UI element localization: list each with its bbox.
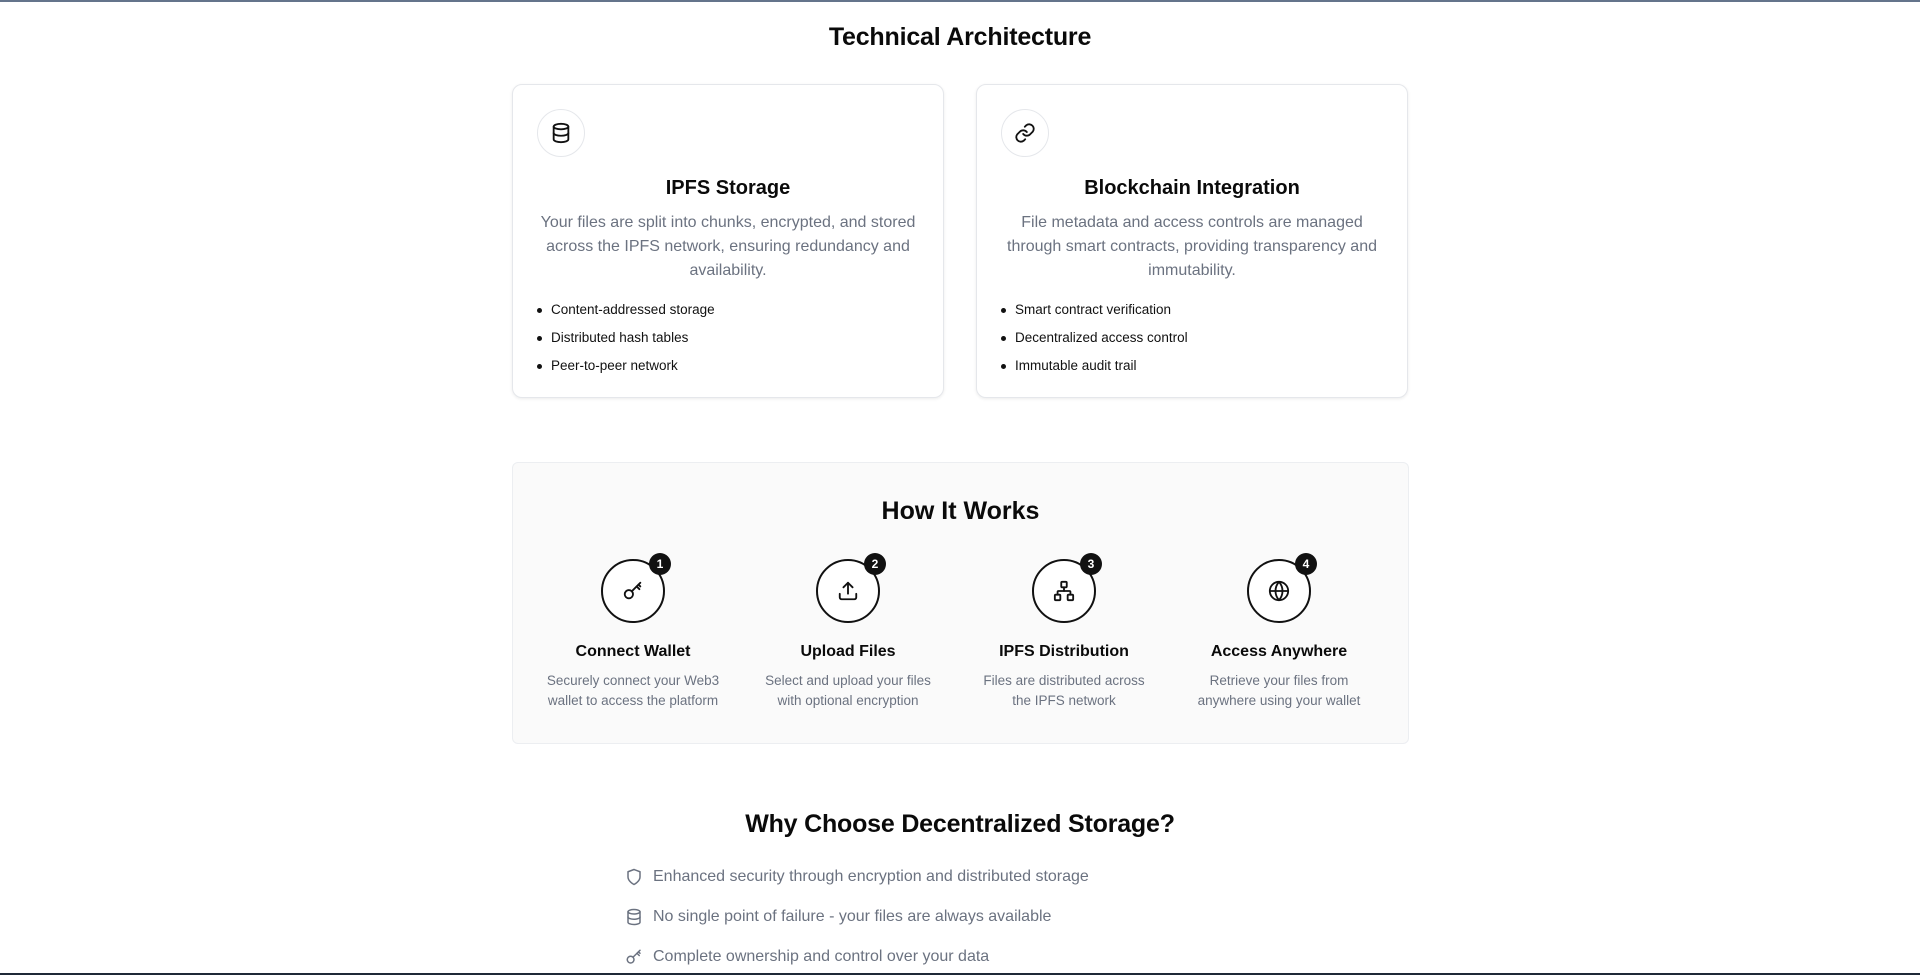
technical-architecture-title: Technical Architecture bbox=[828, 23, 1092, 51]
how-it-works-title: How It Works bbox=[881, 497, 1040, 525]
step-icon-circle bbox=[816, 559, 880, 623]
benefit-text: No single point of failure - your files are always available bbox=[653, 908, 1052, 925]
feature-list bbox=[1001, 296, 1188, 380]
card-title: Blockchain Integration bbox=[1084, 177, 1300, 199]
step-description: Files are distributed across the IPFS network bbox=[983, 673, 1145, 708]
card-description: Your files are split into chunks, encrypted, and stored across the IPFS network, ensuring redundancy and availability. bbox=[540, 214, 916, 279]
step-upload-files bbox=[748, 559, 948, 711]
step-title: IPFS Distribution bbox=[999, 643, 1129, 660]
database-icon bbox=[625, 908, 653, 926]
globe-icon bbox=[1268, 580, 1290, 602]
card-title: IPFS Storage bbox=[665, 177, 791, 199]
benefits-list bbox=[625, 857, 1089, 977]
step-title: Upload Files bbox=[800, 643, 896, 660]
ipfs-storage-card bbox=[512, 84, 944, 398]
step-number-badge: 2 bbox=[864, 553, 886, 575]
list-item: Distributed hash tables bbox=[537, 324, 715, 352]
key-icon bbox=[622, 580, 644, 602]
benefit-text: Enhanced security through encryption and distributed storage bbox=[653, 868, 1089, 885]
key-icon bbox=[625, 948, 653, 966]
list-item: Content-addressed storage bbox=[537, 296, 715, 324]
list-item bbox=[625, 857, 1089, 897]
list-item bbox=[625, 937, 1089, 977]
network-icon bbox=[1053, 580, 1075, 602]
step-access-anywhere bbox=[1179, 559, 1379, 711]
card-description: File metadata and access controls are managed through smart contracts, providing transparency and immutability. bbox=[1007, 214, 1377, 279]
step-connect-wallet bbox=[533, 559, 733, 711]
step-number-badge: 1 bbox=[649, 553, 671, 575]
step-title: Access Anywhere bbox=[1210, 643, 1348, 660]
step-title: Connect Wallet bbox=[575, 643, 691, 660]
step-description: Retrieve your files from anywhere using your wallet bbox=[1197, 673, 1361, 708]
page bbox=[0, 2, 1920, 973]
step-number-badge: 4 bbox=[1295, 553, 1317, 575]
benefit-text: Complete ownership and control over your data bbox=[653, 948, 990, 965]
feature-list bbox=[537, 296, 715, 380]
list-item bbox=[625, 897, 1089, 937]
list-item: Decentralized access control bbox=[1001, 324, 1188, 352]
link-icon bbox=[1001, 109, 1049, 157]
list-item: Smart contract verification bbox=[1001, 296, 1188, 324]
blockchain-integration-card bbox=[976, 84, 1408, 398]
upload-icon bbox=[837, 580, 859, 602]
step-icon-circle bbox=[1032, 559, 1096, 623]
step-description: Select and upload your files with optional encryption bbox=[765, 673, 931, 708]
list-item: Peer-to-peer network bbox=[537, 352, 715, 380]
step-icon-circle bbox=[601, 559, 665, 623]
list-item: Immutable audit trail bbox=[1001, 352, 1188, 380]
database-icon bbox=[537, 109, 585, 157]
step-description: Securely connect your Web3 wallet to access the platform bbox=[546, 673, 720, 708]
shield-icon bbox=[625, 868, 653, 886]
step-number-badge: 3 bbox=[1080, 553, 1102, 575]
step-ipfs-distribution bbox=[964, 559, 1164, 711]
step-icon-circle bbox=[1247, 559, 1311, 623]
how-it-works-panel bbox=[512, 462, 1409, 744]
why-choose-title: Why Choose Decentralized Storage? bbox=[745, 810, 1175, 838]
